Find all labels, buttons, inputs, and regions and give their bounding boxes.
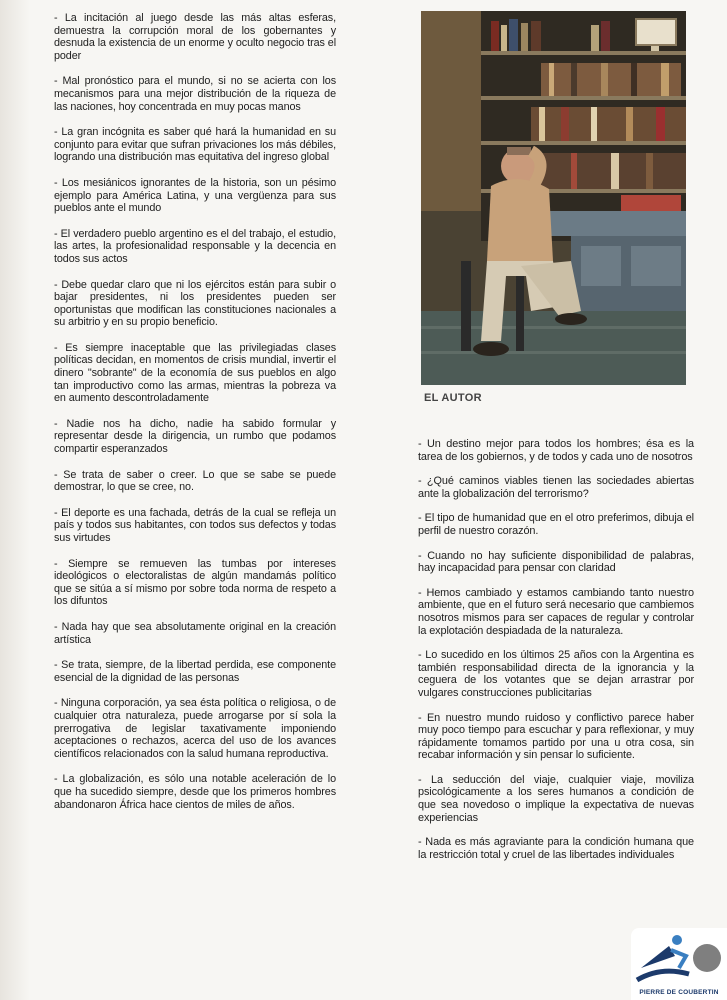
- author-photo-illustration: [421, 11, 686, 385]
- aphorism-paragraph: - ¿Qué caminos viables tienen las sociedades abiertas ante la globalización del terrorismo?: [418, 475, 694, 500]
- aphorism-paragraph: - Debe quedar claro que ni los ejércitos están para subir o bajar presidentes, ni los presidentes pueden ser oportunistas que modifican las constituciones nacionales a su arbitrio y en su propio beneficio.: [54, 278, 336, 329]
- photo-caption: EL AUTOR: [424, 392, 482, 404]
- pierre-de-coubertin-logo: [631, 928, 727, 1000]
- aphorism-paragraph: - Se trata de saber o creer. Lo que se sabe se puede demostrar, lo que se cree, no.: [54, 468, 336, 494]
- author-photo: [421, 11, 686, 385]
- aphorism-paragraph: - Se trata, siempre, de la libertad perdida, ese componente esencial de la dignidad de las personas: [54, 659, 336, 684]
- aphorism-paragraph: - La incitación al juego desde las más altas esferas, demuestra la corrupción moral de los gobernantes y desnuda la existencia de un enorme y oculto negocio tras el poder: [54, 12, 336, 62]
- logo-text: PIERRE DE COUBERTIN: [639, 989, 719, 996]
- aphorism-paragraph: - El tipo de humanidad que en el otro preferimos, dibuja el perfil de nuestro corazón.: [418, 512, 694, 537]
- aphorism-paragraph: - Nadie nos ha dicho, nadie ha sabido formular y representar desde la dirigencia, un rumbo que podamos compartir esperanzados: [54, 417, 336, 456]
- aphorism-paragraph: - Un destino mejor para todos los hombres; ésa es la tarea de los gobiernos, y de todos y cada uno de nosotros: [418, 438, 694, 463]
- aphorism-paragraph: - El deporte es una fachada, detrás de la cual se refleja un país y todos sus habitantes, con todos sus defectos y todas sus virtudes: [54, 506, 336, 544]
- aphorism-paragraph: - Siempre se remueven las tumbas por intereses ideológicos o electoralistas de algún mandamás político que se sitúa a sí mismo por sobre toda norma de respeto a los difuntos: [54, 557, 336, 608]
- aphorism-paragraph: - Hemos cambiado y estamos cambiando tanto nuestro ambiente, que en el futuro será necesario que cambiemos nosotros mismos para ser capaces de regular y controlar la explotación despiadada de la naturaleza.: [418, 586, 694, 637]
- right-column: [418, 438, 694, 873]
- aphorism-paragraph: - La globalización, es sólo una notable aceleración de lo que ha sucedido siempre, desde que los primeros hombres abandonaron África hace cientos de miles de años.: [54, 773, 336, 811]
- aphorism-paragraph: - Los mesiánicos ignorantes de la historia, son un pésimo ejemplo para América Latina, y una vergüenza para sus pueblos ante el mundo: [54, 176, 336, 215]
- aphorism-paragraph: - La seducción del viaje, cualquier viaje, moviliza psicológicamente a los seres humanos a condición de que sea novedoso o implique la expectativa de nuevas experiencias: [418, 773, 694, 824]
- aphorism-paragraph: - Cuando no hay suficiente disponibilidad de palabras, hay incapacidad para pensar con claridad: [418, 549, 694, 575]
- aphorism-paragraph: - El verdadero pueblo argentino es el del trabajo, el estudio, las artes, la profesionalidad responsable y la decencia en todos sus actos: [54, 227, 336, 265]
- aphorism-paragraph: - Nada hay que sea absolutamente original en la creación artística: [54, 620, 336, 646]
- aphorism-paragraph: - Mal pronóstico para el mundo, si no se acierta con los mecanismos para una mejor distribución de la riqueza de las naciones, hoy concentrada en muy pocas manos: [54, 75, 336, 113]
- aphorism-paragraph: - Nada es más agraviante para la condición humana que la restricción total y cruel de las libertades individuales: [418, 836, 694, 861]
- aphorism-paragraph: - En nuestro mundo ruidoso y conflictivo parece haber muy poco tiempo para escuchar y para reflexionar, y muy rápidamente tomamos partido por una u otra cosa, sin recabar información y sin pensar lo suficiente.: [418, 711, 694, 762]
- aphorism-paragraph: - Es siempre inaceptable que las privilegiadas clases políticas decidan, en momentos de crisis mundial, invertir el dinero "sobrante" de la economía de sus pueblos en algo tan improductivo como las armas, mientras la pobreza va en aumento descontroladamente: [54, 341, 336, 405]
- left-column: [54, 12, 336, 824]
- runner-logo-icon: [631, 928, 727, 988]
- scan-edge-shadow: [0, 0, 30, 1000]
- aphorism-paragraph: - La gran incógnita es saber qué hará la humanidad en su conjunto para evitar que sufran privaciones los más débiles, logrando una distribución mas equitativa del ingreso global: [54, 126, 336, 164]
- aphorism-paragraph: - Ninguna corporación, ya sea ésta política o religiosa, o de cualquier otra naturaleza, puede arrogarse por sí sola la prerrogativa de legislar taxativamente imponiendo aceptaciones o rechazos, acerca del uso de los avances científicos relacionados con la salud humana reproductiva.: [54, 697, 336, 760]
- aphorism-paragraph: - Lo sucedido en los últimos 25 años con la Argentina es también responsabilidad directa de la ignorancia y la ceguera de los votantes que se dejan arrastrar por vulgares construcciones publicitarias: [418, 649, 694, 699]
